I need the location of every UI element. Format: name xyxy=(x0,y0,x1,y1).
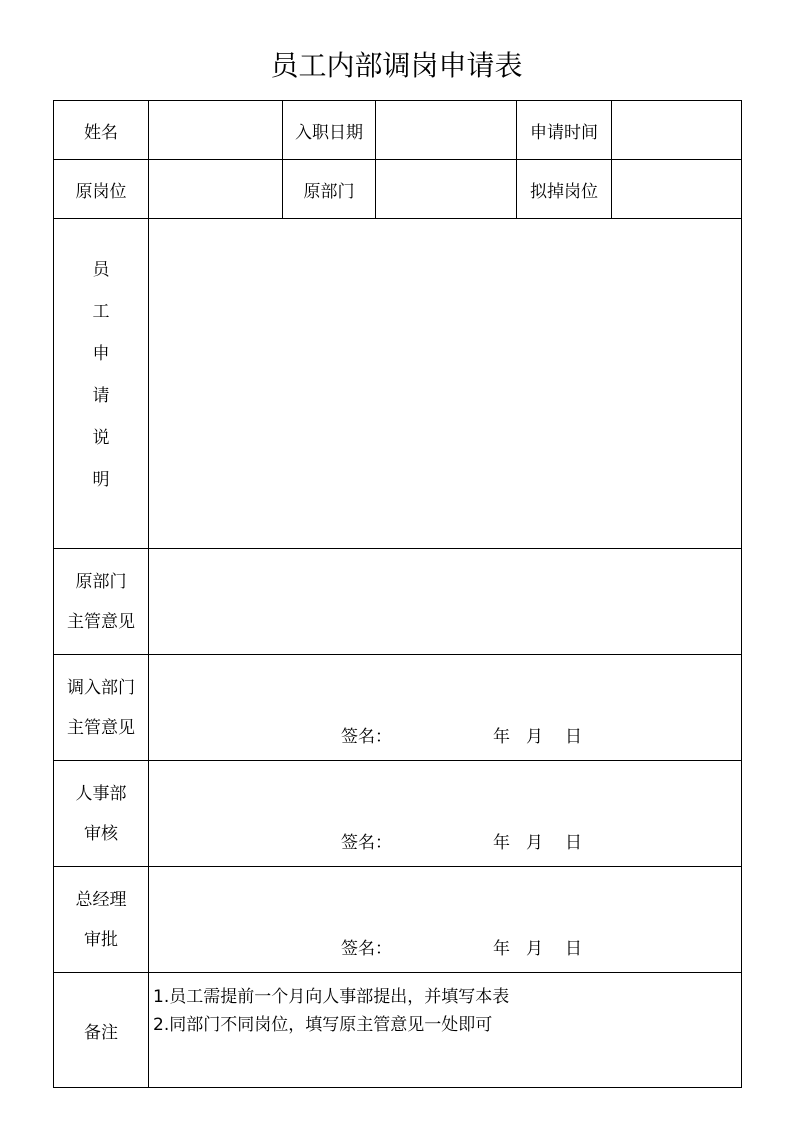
orig-position-label: 原岗位 xyxy=(54,160,149,219)
note-item: 2.同部门不同岗位，填写原主管意见一处即可 xyxy=(153,1015,493,1035)
orig-position-field[interactable] xyxy=(149,160,283,219)
explanation-char: 员 xyxy=(92,259,110,280)
day-label: 日 xyxy=(565,727,582,747)
signature-label: 签名： xyxy=(341,939,392,959)
explanation-char: 明 xyxy=(92,469,110,490)
note-item: 1.员工需提前一个月向人事部提出，并填写本表 xyxy=(153,987,510,1007)
new-manager-label-line2: 主管意见 xyxy=(67,717,135,738)
day-label: 日 xyxy=(565,833,582,853)
orig-dept-label: 原部门 xyxy=(283,160,376,219)
explanation-char: 工 xyxy=(92,301,110,322)
gm-approval-label xyxy=(54,867,149,973)
gm-approval-label-line2: 审批 xyxy=(84,929,118,950)
explanation-char: 申 xyxy=(92,343,110,364)
explanation-row xyxy=(54,219,742,549)
name-field[interactable] xyxy=(149,101,283,160)
transfer-application-form xyxy=(53,100,742,1088)
notes-content xyxy=(149,973,742,1088)
gm-approval-field[interactable] xyxy=(149,867,742,973)
hire-date-label: 入职日期 xyxy=(283,101,376,160)
notes-row xyxy=(54,973,742,1088)
explanation-field[interactable] xyxy=(149,219,742,549)
basic-info-row xyxy=(54,101,742,160)
signature-line xyxy=(149,828,741,852)
notes-label: 备注 xyxy=(54,973,149,1088)
apply-time-field[interactable] xyxy=(612,101,742,160)
new-manager-label-line1: 调入部门 xyxy=(67,677,135,698)
year-label: 年 xyxy=(493,939,510,959)
explanation-char: 请 xyxy=(92,385,110,406)
form-title: 员工内部调岗申请表 xyxy=(270,49,523,82)
signature-label: 签名： xyxy=(341,833,392,853)
new-manager-label xyxy=(54,655,149,761)
signature-line xyxy=(149,934,741,958)
new-manager-opinion-field[interactable] xyxy=(149,655,742,761)
gm-approval-label-line1: 总经理 xyxy=(75,889,127,910)
orig-dept-field[interactable] xyxy=(376,160,517,219)
explanation-char: 说 xyxy=(92,427,110,448)
hr-review-label-line2: 审核 xyxy=(84,823,118,844)
target-position-label: 拟掉岗位 xyxy=(517,160,612,219)
orig-manager-label-line1: 原部门 xyxy=(75,571,127,592)
target-position-field[interactable] xyxy=(612,160,742,219)
hr-review-label-line1: 人事部 xyxy=(75,783,127,804)
position-info-row xyxy=(54,160,742,219)
day-label: 日 xyxy=(565,939,582,959)
orig-manager-label-line2: 主管意见 xyxy=(67,611,135,632)
new-manager-row xyxy=(54,655,742,761)
month-label: 月 xyxy=(526,939,543,959)
name-label: 姓名 xyxy=(54,101,149,160)
orig-manager-row xyxy=(54,549,742,655)
signature-label: 签名： xyxy=(341,727,392,747)
month-label: 月 xyxy=(526,727,543,747)
hr-review-row xyxy=(54,761,742,867)
year-label: 年 xyxy=(493,833,510,853)
hire-date-field[interactable] xyxy=(376,101,517,160)
month-label: 月 xyxy=(526,833,543,853)
orig-manager-label xyxy=(54,549,149,655)
gm-approval-row xyxy=(54,867,742,973)
hr-review-label xyxy=(54,761,149,867)
apply-time-label: 申请时间 xyxy=(517,101,612,160)
signature-line xyxy=(149,722,741,746)
explanation-label xyxy=(54,219,149,549)
hr-review-field[interactable] xyxy=(149,761,742,867)
year-label: 年 xyxy=(493,727,510,747)
orig-manager-opinion-field[interactable] xyxy=(149,549,742,655)
